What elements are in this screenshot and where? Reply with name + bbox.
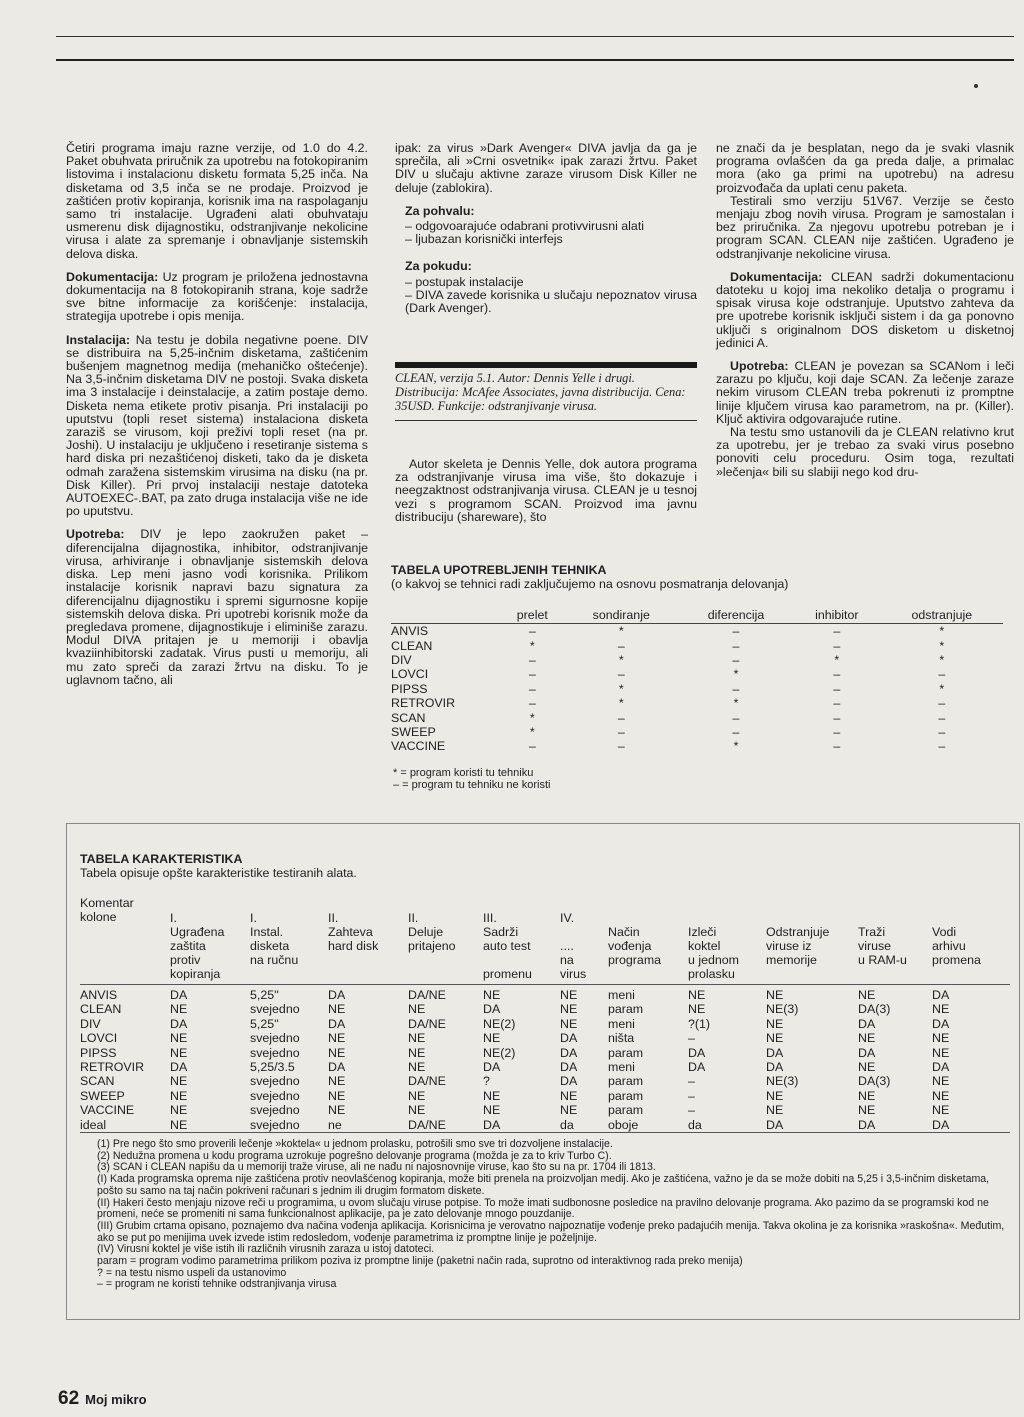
characteristic-cell: NE <box>932 1002 950 1017</box>
column-header-line: IV. <box>560 911 575 925</box>
characteristic-cell: NE <box>170 1117 188 1132</box>
column-header-line: Ugrađena <box>170 925 225 939</box>
characteristic-cell: NE <box>408 1002 426 1017</box>
characteristic-cell: NE <box>766 1088 784 1103</box>
column-header-line: kopiranja <box>170 967 221 981</box>
technique-cell: – <box>938 710 946 725</box>
characteristic-cell: NE <box>328 1045 346 1060</box>
col1-documentation <box>66 271 368 324</box>
column-header-line: Način <box>608 925 640 939</box>
technique-cell: * <box>529 710 535 725</box>
column-header: diferencija <box>707 608 765 622</box>
technique-cell: * <box>939 652 945 667</box>
characteristic-cell: DA <box>170 1060 188 1074</box>
column-2 <box>395 142 697 315</box>
characteristic-cell: DA/NE <box>408 1117 446 1132</box>
column-header-line: Odstranjuje <box>766 925 830 939</box>
technique-cell: – <box>528 681 536 696</box>
program-name: LOVCI <box>391 667 429 682</box>
characteristic-cell: NE <box>932 1103 950 1118</box>
technique-cell: * <box>733 667 739 682</box>
characteristic-cell: NE <box>483 1088 501 1103</box>
corner-line: kolone <box>80 910 117 924</box>
corner-label <box>80 896 134 924</box>
technique-cell: – <box>732 724 740 739</box>
footnote: (I) Kada programska oprema nije zaštićena protiv neovlašćenog kopiranja, može biti prenela na proizvoljan medij. Ako je zaštićena, važno je da se može dobiti na 5,25 i 3,5-inčnim disketama, pošto su samo na taj način pokriveni računari s jednim ili drugim formatom diskete. <box>97 1173 990 1197</box>
documentation-text: CLEAN sadrži dokumentacionu datoteku u kojoj ima nekoliko detalja o programu i spisak virusa koje odstranjuje. Uputstvo zahteva da pre upotrebe korisnik isključi sistem i da ga ponovno uključi s originalnom DOS disketom u disketnoj jedinici A. <box>716 269 1014 350</box>
characteristic-cell: da <box>560 1117 574 1132</box>
characteristic-cell: NE <box>766 1031 784 1046</box>
technique-row <box>391 653 1003 667</box>
program-name: PIPSS <box>80 1045 117 1060</box>
column-header: prelet <box>516 608 548 622</box>
characteristic-cell: NE <box>560 1088 578 1103</box>
characteristic-cell: NE <box>932 1074 950 1089</box>
column-header-line: Izleči <box>688 925 717 939</box>
characteristic-cell: ne <box>328 1117 342 1132</box>
column-3 <box>716 142 1014 489</box>
technique-cell: – <box>528 624 536 639</box>
column-header-line: Instal. <box>250 925 284 939</box>
characteristic-cell: svejedno <box>250 1045 300 1060</box>
characteristic-cell: NE <box>170 1103 188 1118</box>
technique-cell: * <box>733 739 739 754</box>
characteristic-cell: DA <box>932 1016 950 1031</box>
characteristic-cell: NE <box>766 1103 784 1118</box>
technique-cell: – <box>833 667 841 682</box>
technique-cell: – <box>617 638 625 653</box>
characteristic-cell: NE <box>328 1074 346 1089</box>
characteristic-cell: svejedno <box>250 1074 300 1089</box>
caption-rule-top <box>395 362 697 368</box>
page-number: 62 <box>58 1388 80 1409</box>
top-rule-thin <box>56 36 1014 37</box>
corner-line: Komentar <box>80 896 134 910</box>
characteristic-cell: DA <box>858 1045 876 1060</box>
technique-cell: – <box>833 638 841 653</box>
characteristic-cell: NE(2) <box>483 1045 516 1060</box>
column-header-line: viruse <box>858 939 892 953</box>
column-header-line: protiv <box>170 953 201 967</box>
program-name: DIV <box>80 1016 101 1031</box>
page-footer <box>58 1388 147 1410</box>
program-name: PIPSS <box>391 681 428 696</box>
technique-row <box>391 667 1003 681</box>
program-name: SWEEP <box>80 1088 125 1103</box>
characteristic-cell: 5,25'' <box>250 988 279 1002</box>
program-name: ANVIS <box>391 624 429 639</box>
techniques-table-block <box>391 563 1006 754</box>
technique-cell: – <box>617 739 625 754</box>
column-header-line: .... <box>560 939 574 953</box>
characteristic-cell: DA <box>688 1060 706 1074</box>
technique-cell: * <box>618 681 624 696</box>
characteristic-cell: NE <box>932 1031 950 1046</box>
technique-cell: * <box>733 696 739 711</box>
technique-cell: * <box>939 681 945 696</box>
characteristic-cell: param <box>608 1045 644 1060</box>
characteristic-cell: 5,25'' <box>250 1016 279 1031</box>
characteristic-cell: NE <box>170 1088 188 1103</box>
characteristics-notes <box>97 1139 1012 1291</box>
characteristic-cell: NE <box>170 1002 188 1017</box>
usage-text: DIV je lepo zaokružen paket – diferencijalna dijagnostika, inhibitor, odstranjivanje virusa, arhiviranje i obnavljanje sistemskih delova diska. Lep meni jasno vodi korisnika. Prilikom instalacije korisnik napravi bazu signatura za diferencijalnu dijagnostiku i spremi sigurnosne kopije sistemskih delova diska. Pri upotrebi korisnik može da pregledava promene, dijagnostikuje i eliminiše zarazu. Modul DIVA pritajen je u memoriji i obavlja kvaziinhibitorski zadatak. Virus pusti u memoriju, ali mu zato spreči da zarazi žrtvu na disku. To je uglavnom tačno, ali <box>66 527 368 687</box>
technique-cell: – <box>833 724 841 739</box>
program-name: VACCINE <box>80 1103 135 1118</box>
col3-usage <box>716 360 1014 426</box>
column-header-line: II. <box>328 911 339 925</box>
technique-cell: – <box>938 739 946 754</box>
technique-cell: – <box>732 652 740 667</box>
characteristic-cell: svejedno <box>250 1088 300 1103</box>
column-header-line: hard disk <box>328 939 379 953</box>
characteristic-cell: meni <box>608 1060 635 1074</box>
technique-cell: – <box>528 652 536 667</box>
column-header: odstranjuje <box>911 608 973 622</box>
characteristic-cell: oboje <box>608 1117 639 1132</box>
characteristic-cell: DA <box>766 1117 784 1132</box>
characteristic-cell: NE <box>328 1002 346 1017</box>
column-header-line: u jednom <box>688 953 739 967</box>
footnote: – = program ne koristi tehnike odstranjivanja virusa <box>97 1278 337 1291</box>
characteristic-cell: NE <box>408 1103 426 1118</box>
characteristic-cell: NE <box>858 1088 876 1103</box>
technique-cell: – <box>833 710 841 725</box>
characteristic-cell: DA <box>932 1060 950 1074</box>
caption-rule-bottom <box>395 420 697 421</box>
characteristic-cell: DA <box>483 1117 501 1132</box>
column-header-line: Vodi <box>932 925 957 939</box>
technique-cell: – <box>732 681 740 696</box>
technique-row <box>391 725 1003 739</box>
column-header-line: viruse iz <box>766 939 812 953</box>
column-header-line: Deluje <box>408 925 444 939</box>
col3-p1: ne znači da je besplatan, nego da je svaki vlasnik programa ovlašćen da ga preda dalje, a primalac mora (ako ga primi na upotrebu) na adresu proizvođača da uplati cenu paketa. <box>716 141 1014 195</box>
characteristic-cell: NE <box>170 1074 188 1089</box>
technique-cell: – <box>833 739 841 754</box>
characteristic-cell: NE <box>328 1031 346 1046</box>
documentation-text: Uz program je priložena jednostavna dokumentacija na 8 fotokopiranih strana, koje sadrže sve bitne informacije za korišćenje: instalacija, strategija upotrebe i opis menija. <box>66 269 368 324</box>
characteristic-cell: – <box>688 1031 695 1046</box>
characteristic-cell: DA <box>766 1060 784 1074</box>
characteristic-cell: NE <box>932 1045 950 1060</box>
program-name: SWEEP <box>391 724 436 739</box>
column-header-line: pritajeno <box>408 939 456 953</box>
technique-cell: * <box>529 724 535 739</box>
techniques-subtitle: (o kakvoj se tehnici radi zaključujemo na osnovu posmatranja delovanja) <box>391 577 789 591</box>
characteristic-cell: NE <box>408 1045 426 1060</box>
technique-cell: – <box>732 710 740 725</box>
col1-installation <box>66 334 368 519</box>
installation-text: Na testu je dobila negativne poene. DIV se distribuira na 5,25-inčnim disketama, zaštićenim bušenjem magnetnog medija (mehaničko oštećenje). Na 3,5-inčnim disketama DIV ne postoji. Svaka disketa ima 3 instalacije i deinstalacije, a zatim postaje demo. Disketa nema etikete protiv pisanja. Pri instalaciji po uputstvu (topli reset sistema) instalaciona disketa zaraziš se virusom, koji preživi topli reset (na pr. Joshi). U instalaciju je uključeno i resetiranje sistema s hard diska pri nezaštićenoj disketi, tako da je disketa odmah zaražena sistemskim virusima na disku (na pr. Disk Killer). Pri prvoj instalaciji nestaje datoteka AUTOEXEC-.BAT, pa zato druga instalacija više ne ide po uputstvu. <box>66 332 368 519</box>
footnote: param = program vodimo parametrima prilikom poziva iz promptne linije (paketni način rada, suprotno od interaktivnog rada preko menija) <box>97 1255 743 1268</box>
characteristic-cell: NE <box>483 988 501 1002</box>
technique-row <box>391 739 1003 753</box>
column-header-line: koktel <box>688 939 721 953</box>
column-header-line: virus <box>560 967 587 981</box>
technique-cell: * <box>529 638 535 653</box>
col3-p3: Na testu smo ustanovili da je CLEAN relativno krut za upotrebu, jer je trebao za svaki virus posebno ponoviti celu proceduru. Osim toga, rezultati »lečenja« bili su slabiji nego kod dru- <box>716 425 1014 479</box>
col2-body: Autor skeleta je Dennis Yelle, dok autora programa za odstranjivanje virusa ima više, što dokazuje i neegzaktnost odstranjivanja virusa. CLEAN je u tesnoj vezi s programom SCAN. Proizvod ima javnu distribuciju (shareware), što <box>395 457 697 524</box>
column-header-line: na <box>560 953 574 967</box>
characteristic-cell: ? <box>483 1074 490 1089</box>
techniques-table <box>391 607 1003 754</box>
characteristic-cell: NE <box>858 988 876 1002</box>
column-header-line: arhivu <box>932 939 966 953</box>
praise-item: – odgovoarajuće odabrani protivvirusni alati <box>405 219 645 234</box>
technique-cell: – <box>938 667 946 682</box>
technique-cell: * <box>834 652 840 667</box>
characteristic-cell: NE <box>766 1016 784 1031</box>
technique-row <box>391 638 1003 652</box>
program-name: LOVCI <box>80 1031 118 1046</box>
program-name: SCAN <box>80 1074 115 1089</box>
characteristic-cell: da <box>688 1117 702 1132</box>
legend-item: – = program tu tehniku ne koristi <box>393 779 551 791</box>
characteristic-cell: NE <box>858 1031 876 1046</box>
column-header-line: promenu <box>483 967 532 981</box>
characteristic-cell: NE(2) <box>483 1016 516 1031</box>
col1-intro: Četiri programa imaju razne verzije, od 1.0 do 4.2. Paket obuhvata priručnik za upotrebu na fotokopiranim listovima i instalacionu disketu formata 5,25 inča. Na disketama od 3,5 inča se ne prodaje. Proizvod je zaštićen protiv kopiranja, korisnik ima na raspolaganju samo tri instalacije. Ugrađeni alati obuhvataju usmerenu disk dijagnostiku, odstranjivanje nekolicine virusa i alate za spremanje i obnavljanje sistemskih delova diska. <box>66 141 368 261</box>
characteristic-cell: DA/NE <box>408 1074 446 1089</box>
characteristic-cell: NE <box>688 1002 706 1017</box>
characteristic-cell: DA <box>932 988 950 1002</box>
technique-cell: * <box>618 652 624 667</box>
techniques-title: TABELA UPOTREBLJENIH TEHNIKA <box>391 563 607 577</box>
program-name: VACCINE <box>391 739 446 754</box>
installation-label: Instalacija: <box>66 332 131 347</box>
characteristic-cell: DA <box>560 1060 578 1074</box>
column-header-line: Zahteva <box>328 925 373 939</box>
program-name: CLEAN <box>80 1002 122 1017</box>
column-header-line: promena <box>932 953 981 967</box>
footnote: (1) Pre nego što smo proverili lečenje »koktela« u jednom prolasku, potrošili smo sve tri dozvoljene instalacije. <box>97 1138 613 1150</box>
characteristic-cell: NE <box>560 1002 578 1017</box>
program-name: ANVIS <box>80 988 118 1002</box>
characteristic-cell: DA <box>560 1045 578 1060</box>
technique-row <box>391 696 1003 710</box>
program-name: RETROVIR <box>80 1060 145 1074</box>
technique-cell: – <box>617 710 625 725</box>
characteristic-cell: DA/NE <box>408 988 446 1002</box>
technique-row <box>391 710 1003 724</box>
clean-caption: CLEAN, verzija 5.1. Autor: Dennis Yelle i drugi. Distribucija: McAfee Associates, javna distribucija. Cena: 35USD. Funkcije: odstranjivanje virusa. <box>395 371 686 413</box>
usage-text: CLEAN je povezan sa SCANom i leči zarazu po ključu, koji daje SCAN. Za lečenje zaraze nekim virusom CLEAN treba pokrenuti iz promptne linije ključem virusa kao parametrom, na pr. (Killer). Ključ aktivira odgovarajuće rutine. <box>716 359 1014 426</box>
characteristic-cell: ništa <box>608 1031 635 1046</box>
column-header-line: programa <box>608 953 662 967</box>
characteristic-cell: 5,25/3.5 <box>250 1060 295 1074</box>
characteristic-cell: param <box>608 1103 644 1118</box>
characteristic-cell: meni <box>608 988 635 1002</box>
characteristic-cell: DA <box>688 1045 706 1060</box>
technique-row <box>391 624 1003 639</box>
characteristic-cell: – <box>688 1088 695 1103</box>
characteristics-subtitle: Tabela opisuje opšte karakteristike testiranih alata. <box>80 866 357 880</box>
characteristic-cell: NE <box>170 1045 188 1060</box>
characteristic-cell: param <box>608 1088 644 1103</box>
footnote: (2) Nedužna promena u kodu programa uzrokuje pogrešno delovanje programa (možda je za to kriv Turbo C). <box>97 1149 612 1162</box>
col1-usage <box>66 528 368 686</box>
characteristic-cell: NE(3) <box>766 1074 799 1089</box>
criticism-item: – DIVA zavede korisnika u slučaju nepoznatov virusa (Dark Avenger). <box>405 287 697 316</box>
column-header-line: Traži <box>858 925 886 939</box>
documentation-label: Dokumentacija: <box>730 269 823 284</box>
characteristic-cell: DA <box>328 1060 346 1074</box>
column-header-line: III. <box>483 911 497 925</box>
characteristic-cell: DA <box>170 1016 188 1031</box>
column-header-line: memorije <box>766 953 817 967</box>
characteristic-cell: NE <box>483 1103 501 1118</box>
technique-cell: – <box>528 739 536 754</box>
technique-cell: * <box>939 624 945 639</box>
characteristic-cell: svejedno <box>250 1103 300 1118</box>
footnote: (IV) Virusni koktel je više istih ili različnih virusnih zaraza u istoj datoteci. <box>97 1243 435 1256</box>
technique-cell: – <box>617 667 625 682</box>
column-header-line: Sadrži <box>483 925 519 939</box>
technique-cell: – <box>938 696 946 711</box>
program-name: SCAN <box>391 710 426 725</box>
characteristic-cell: DA(3) <box>858 1074 891 1089</box>
criticism-heading: Za pokudu: <box>405 259 472 274</box>
usage-label: Upotreba: <box>66 527 125 542</box>
header-underline <box>80 984 1010 985</box>
column-header: inhibitor <box>815 608 859 622</box>
characteristic-cell: meni <box>608 1016 635 1031</box>
characteristic-cell: NE <box>408 1031 426 1046</box>
magazine-name: Moj mikro <box>85 1392 147 1407</box>
techniques-legend <box>393 767 550 791</box>
characteristic-cell: – <box>688 1103 695 1118</box>
characteristic-cell: DA <box>483 1002 501 1017</box>
column-2-body <box>395 458 697 534</box>
usage-label: Upotreba: <box>730 359 789 374</box>
col3-documentation <box>716 271 1014 350</box>
column-header-line: disketa <box>250 939 290 953</box>
praise-heading: Za pohvalu: <box>405 203 475 218</box>
characteristic-cell: DA <box>560 1031 578 1046</box>
technique-cell: – <box>732 638 740 653</box>
program-name: ideal <box>80 1117 107 1132</box>
technique-cell: – <box>833 696 841 711</box>
characteristic-cell: DA <box>328 988 346 1002</box>
characteristic-cell: DA/NE <box>408 1016 446 1031</box>
col3-p2: Testirali smo verziju 51V67. Verzije se često menjaju zbog novih virusa. Program je samostalan i bez priručnika. Za njegovu upotrebu potreban je i program SCAN. CLEAN nije zaštićen. Ugrađeno je odstranjivanje nekolicine virusa. <box>716 193 1014 261</box>
characteristic-cell: DA <box>483 1060 501 1074</box>
technique-cell: – <box>833 624 841 639</box>
technique-row <box>391 682 1003 696</box>
legend-item: * = program koristi tu tehniku <box>393 767 534 779</box>
program-name: RETROVIR <box>391 696 456 711</box>
characteristic-cell: NE <box>560 988 578 1002</box>
column-header-line: zaštita <box>170 939 206 953</box>
footnote: ? = na testu nismo uspeli da ustanovimo <box>97 1266 287 1279</box>
technique-cell: – <box>528 667 536 682</box>
characteristic-cell: DA <box>858 1016 876 1031</box>
technique-cell: – <box>528 696 536 711</box>
column-header-line: auto test <box>483 939 531 953</box>
characteristic-cell: NE <box>688 988 706 1002</box>
technique-cell: – <box>938 724 946 739</box>
technique-cell: * <box>939 638 945 653</box>
footnote: (II) Hakeri često menjaju nizove reči u programima, u ovom slučaju viruse potpise. To može imati sudbonosne posledice na pravilno delovanje programa. Ako pazimo da se programski kod ne promeni, neće se promeniti ni sama funkcionalnost aplikacije, pa je zato delovanje mnogo pouzdanije. <box>97 1196 989 1221</box>
characteristic-cell: DA <box>932 1117 950 1132</box>
documentation-label: Dokumentacija: <box>66 269 159 284</box>
characteristic-cell: DA <box>766 1045 784 1060</box>
program-name: CLEAN <box>391 638 433 653</box>
praise-item: – ljubazan korisnički interfejs <box>405 232 563 247</box>
speck <box>974 84 978 88</box>
technique-cell: – <box>732 624 740 639</box>
characteristic-cell: NE <box>408 1060 426 1074</box>
characteristic-cell: svejedno <box>250 1117 300 1132</box>
corner-cell <box>391 607 501 624</box>
characteristic-cell: NE <box>858 1103 876 1118</box>
column-header-line: II. <box>408 911 419 925</box>
column-header-line: I. <box>250 911 257 925</box>
characteristic-cell: ?(1) <box>688 1016 711 1031</box>
footnote: (III) Grubim crtama opisano, poznajemo dva načina vođenja aplikacija. Korisnicima je verovatno najpoznatije vođenje preko padajućih menija. Takva okolina je za korisnika »raskošna«. Međutim, ako se put po menijima uvek izvede istim redosledom, vođenje parametrima iz promptne linije je poželjnije. <box>97 1219 1005 1244</box>
characteristic-cell: DA <box>858 1117 876 1132</box>
technique-cell: * <box>618 696 624 711</box>
criticism-item: – postupak instalacije <box>405 274 524 289</box>
column-header: sondiranje <box>592 608 650 622</box>
technique-cell: – <box>833 681 841 696</box>
column-header-line: I. <box>170 911 177 925</box>
characteristic-cell: NE <box>408 1088 426 1103</box>
technique-cell: * <box>618 624 624 639</box>
column-header-line: na ručnu <box>250 953 299 967</box>
top-rule-thick <box>56 59 1014 61</box>
characteristic-cell: DA <box>170 988 188 1002</box>
column-header-line: prolasku <box>688 967 735 981</box>
characteristic-cell: NE <box>328 1103 346 1118</box>
characteristic-cell: NE <box>560 1103 578 1118</box>
characteristics-title: TABELA KARAKTERISTIKA <box>80 852 243 866</box>
characteristic-cell: NE <box>932 1088 950 1103</box>
program-name: DIV <box>391 652 412 667</box>
characteristic-cell: NE <box>328 1088 346 1103</box>
characteristic-cell: svejedno <box>250 1002 300 1017</box>
characteristic-cell: NE(3) <box>766 1002 799 1017</box>
characteristic-cell: param <box>608 1002 644 1017</box>
characteristic-cell: NE <box>858 1060 876 1074</box>
column-1 <box>66 142 368 697</box>
characteristic-cell: svejedno <box>250 1031 300 1046</box>
characteristic-cell: NE <box>766 988 784 1002</box>
characteristic-cell: NE <box>483 1031 501 1046</box>
column-header-line: u RAM-u <box>858 953 907 967</box>
characteristic-cell: param <box>608 1074 644 1089</box>
characteristic-cell: NE <box>170 1031 188 1046</box>
footnote: (3) SCAN i CLEAN napišu da u memoriji traže viruse, ali ne nađu ni najosnovnije viruse, kao što su na pr. 1704 ili 1813. <box>97 1161 656 1174</box>
characteristic-cell: NE <box>560 1016 578 1031</box>
characteristic-cell: DA(3) <box>858 1002 891 1017</box>
col2-top: ipak: za virus »Dark Avenger« DIVA javlja da ga je sprečila, ali »Crni osvetnik« ipak zarazi žrtvu. Paket DIV u slučaju aktivne zaraze virusom Disk Killer ne deluje (zablokira). <box>395 141 697 195</box>
characteristic-cell: DA <box>328 1016 346 1031</box>
characteristic-cell: DA <box>560 1074 578 1089</box>
rows-underline <box>80 1132 1010 1133</box>
characteristic-cell: – <box>688 1074 695 1089</box>
column-header-line: vođenja <box>608 939 652 953</box>
technique-cell: – <box>617 724 625 739</box>
